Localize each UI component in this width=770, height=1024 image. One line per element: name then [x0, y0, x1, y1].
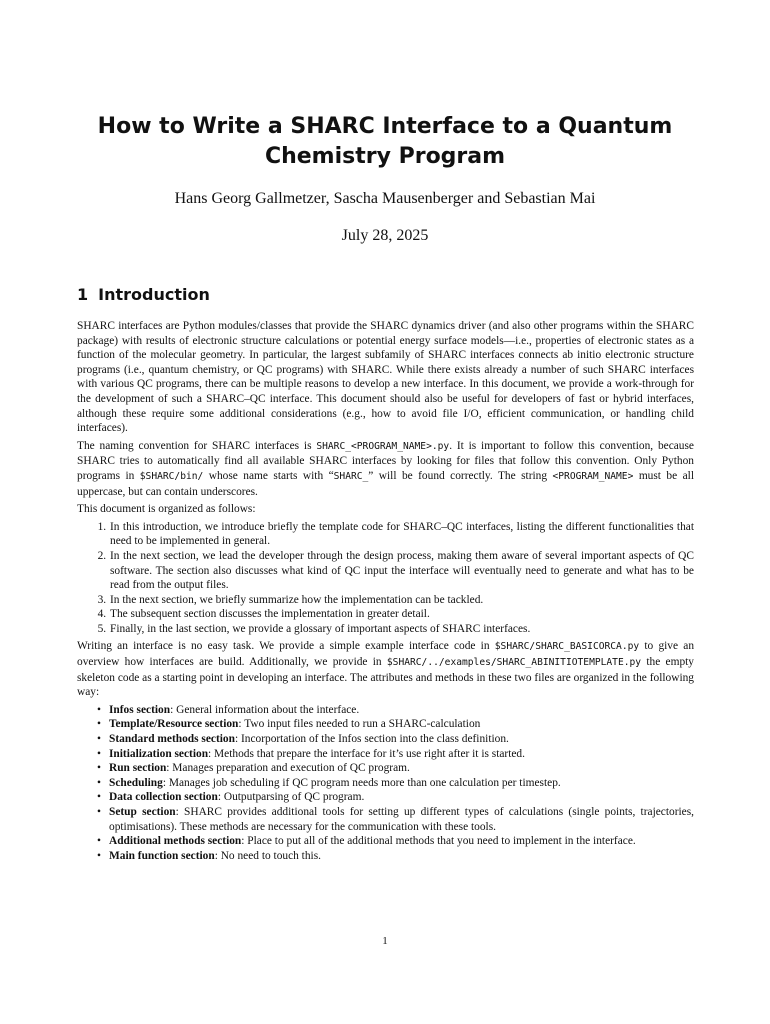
list-item [97, 849, 694, 864]
list-item-term: Additional methods section [109, 835, 242, 848]
bullet-icon: • [97, 835, 101, 848]
code-snippet: $SHARC/bin/ [139, 470, 204, 482]
section-body [77, 319, 694, 863]
list-item [97, 805, 695, 834]
list-item-term: Data collection section [109, 791, 218, 804]
list-item: 5. Finally, in the last section, we provide a glossary of important aspects of SHARC interfaces. [109, 622, 694, 637]
paragraph-organization: This document is organized as follows: [77, 503, 256, 516]
list-item-desc: : SHARC provides additional tools for setting up different types of calculations (single points, trajectories, optimisations). These methods are necessary for the communication with these tools. [109, 806, 695, 833]
list-item-term: Template/Resource section [109, 718, 239, 731]
list-item-term: Infos section [109, 703, 171, 716]
list-item-term: Setup section [109, 806, 176, 818]
list-item-term: Scheduling [109, 776, 163, 789]
bullet-icon: • [97, 791, 101, 804]
list-item [97, 761, 694, 776]
section-title: Introduction [98, 285, 210, 304]
list-item [97, 703, 694, 718]
list-item-desc: : Two input files needed to run a SHARC-calculation [238, 718, 481, 731]
list-item [97, 732, 694, 747]
list-item [97, 834, 694, 849]
paper-title: How to Write a SHARC Interface to a Quantum Chemistry Program [97, 114, 673, 169]
list-item: 2. In the next section, we lead the developer through the design process, making them aware of several important aspects of QC software. The section also discusses what kind of QC input the interface will eventually need to generate and what has to be read from the output files. [109, 549, 694, 593]
code-snippet: $SHARC/../examples/SHARC_ABINITIOTEMPLATE.py [386, 657, 642, 669]
list-item [97, 776, 694, 791]
list-item-term: Main function section [109, 849, 215, 862]
list-item-desc: : Place to put all of the additional methods that you need to implement in the interface. [241, 835, 636, 848]
list-item-desc: : Manages preparation and execution of QC program. [166, 762, 410, 775]
list-item-desc: : General information about the interface. [170, 703, 360, 716]
list-item [97, 717, 694, 732]
outline-list [77, 520, 694, 637]
code-snippet: $SHARC/SHARC_BASICORCA.py [494, 641, 640, 653]
section-heading [77, 285, 210, 305]
list-item [97, 747, 694, 762]
bullet-icon: • [97, 806, 101, 818]
list-item-term: Run section [109, 762, 167, 775]
list-item-desc: : No need to touch this. [214, 849, 321, 862]
list-item: 3. In the next section, we briefly summarize how the implementation can be tackled. [109, 593, 694, 608]
text-run: must be all uppercase, but can contain underscores. [77, 469, 694, 498]
text-run: the empty skeleton code as a starting point in developing an interface. The attributes and methods in these two files are organized in the following way: [77, 656, 694, 699]
list-item-term: Initialization section [109, 747, 209, 760]
list-item [97, 790, 694, 805]
bullet-icon: • [97, 733, 101, 746]
list-item: 4. The subsequent section discusses the implementation in greater detail. [109, 607, 694, 622]
list-item-desc: : Manages job scheduling if QC program needs more than one calculation per timestep. [162, 776, 561, 789]
text-run: ” will be found correctly. The string [368, 469, 553, 482]
text-run: The naming convention for SHARC interfaces is [77, 439, 317, 452]
code-snippet: SHARC_<PROGRAM_NAME>.py [316, 440, 450, 452]
text-run: Writing an interface is no easy task. We provide a simple example interface code in [77, 640, 495, 653]
text-run: whose name starts with “ [203, 469, 334, 482]
section-number: 1 [77, 285, 89, 304]
text-run: to give an overview how interfaces are build. Additionally, we provide in [77, 640, 695, 669]
text-run: . It is important to follow this convention, because SHARC tries to automatically find all available SHARC interfaces by looking for files that follow this convention. Only Python programs in [77, 439, 694, 482]
bullet-icon: • [97, 762, 101, 775]
list-item: 1. In this introduction, we introduce briefly the template code for SHARC–QC interfaces, listing the different functionalities that need to be implemented in general. [109, 520, 694, 549]
code-sections-list [77, 703, 694, 864]
code-snippet: SHARC_ [333, 470, 369, 482]
bullet-icon: • [97, 703, 101, 716]
paragraph-naming-convention [77, 439, 694, 499]
code-snippet: <PROGRAM_NAME> [552, 470, 634, 482]
bullet-icon: • [97, 747, 101, 760]
list-item-desc: : Methods that prepare the interface for it’s use right after it is started. [208, 747, 525, 760]
list-item-term: Standard methods section [109, 733, 235, 746]
paragraph-overview: SHARC interfaces are Python modules/classes that provide the SHARC dynamics driver (and also other programs within the SHARC package) with results of electronic structure calculations or potential energy surface models—i.e., properties of electronic states as a function of the molecular geometry. In particular, the largest subfamily of SHARC interfaces connects ab initio electronic structure programs (i.e., quantum chemistry, or QC programs) with SHARC. While there exists already a number of such SHARC interfaces with various QC programs, there can be multiple reasons to develop a new interface. In this document, we provide a work-through for the development of such a SHARC–QC interface. This document should also be useful for developers of fast or hybrid interfaces, although these require some additional considerations (e.g., how to avoid file I/O, efficient communication, or handling child interfaces). [77, 320, 694, 435]
publication-date: July 28, 2025 [341, 227, 429, 244]
author-list: Hans Georg Gallmetzer, Sascha Mausenberger and Sebastian Mai [174, 190, 596, 207]
bullet-icon: • [97, 718, 101, 731]
bullet-icon: • [97, 776, 101, 789]
list-item-desc: : Incorportation of the Infos section into the class definition. [234, 733, 509, 746]
bullet-icon: • [97, 849, 101, 862]
list-item-desc: : Outputparsing of QC program. [217, 791, 365, 804]
paragraph-example-code [77, 639, 694, 699]
page-number: 1 [382, 935, 388, 947]
